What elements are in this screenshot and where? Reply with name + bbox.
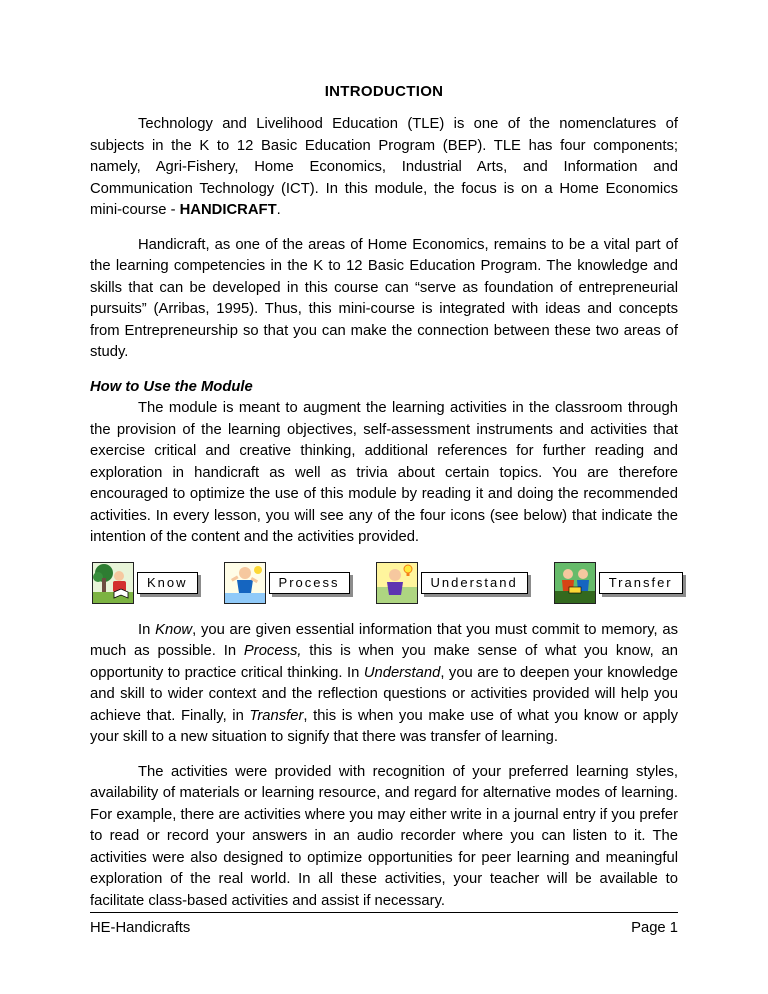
text-segment: In bbox=[138, 621, 156, 638]
text-segment: Technology and Livelihood Education (TLE) is one of the nomenclatures of subjects in the K to 12 Basic Education Program (BEP). TLE has four components; namely, Agri-Fishery, Home Economics, Industrial Arts, and Information and Communication Technology (ICT). In this module, the focus is on a Home Economics mini-course - bbox=[90, 116, 678, 218]
know-icon bbox=[92, 562, 134, 604]
how-to-use-heading: How to Use the Module bbox=[90, 378, 253, 395]
know-label: Know bbox=[137, 572, 198, 594]
handicraft-paragraph: Handicraft, as one of the areas of Home Economics, remains to be a vital part of the learning competencies in the K to 12 Basic Education Program. The knowledge and skills that can be developed in this course can “serve as foundation of entrepreneurial pursuits” (Arribas, 1995). Thus, this mini-course is integrated with ideas and concepts from Entrepreneurship so that you can make the connection between these two areas of study. bbox=[90, 236, 678, 360]
know-italic-text: Know bbox=[155, 621, 193, 638]
transfer-italic-text: Transfer bbox=[249, 707, 304, 724]
icon-legend-row bbox=[92, 562, 678, 604]
page-title: INTRODUCTION bbox=[324, 83, 444, 100]
process-label: Process bbox=[269, 572, 350, 594]
icon-group-understand bbox=[376, 562, 528, 604]
footer-document-name: HE-Handicrafts bbox=[90, 920, 191, 936]
understand-label: Understand bbox=[421, 572, 528, 594]
text-segment: this is when you make sense of what you know, an opportunity to practice critical thinking. In bbox=[90, 643, 678, 681]
process-icon bbox=[224, 562, 266, 604]
text-segment: , you are given essential information that you must commit to memory, as much as possible. In bbox=[90, 621, 679, 659]
transfer-label: Transfer bbox=[599, 572, 683, 594]
text-segment: , you are to deepen your knowledge and skill to wider context and the reflection questions or activities provided will help you achieve that. Finally, in bbox=[90, 664, 678, 724]
footer-page-number: Page 1 bbox=[631, 920, 678, 936]
intro-paragraph bbox=[90, 114, 678, 222]
module-purpose-paragraph: The module is meant to augment the learning activities in the classroom through the provision of the learning objectives, self-assessment instruments and activities that exercise critical and creative thinking, additional references for further reading and exploration in handicraft as well as trivia about certain topics. You are therefore encouraged to optimize the use of this module by reading it and doing the recommended activities. In every lesson, you will see any of the four icons (see below) that indicate the intention of the content and the activities provided. bbox=[90, 400, 678, 545]
understand-italic-text: Understand bbox=[363, 664, 441, 681]
process-italic-text: Process, bbox=[243, 643, 302, 659]
text-segment: . bbox=[276, 202, 281, 218]
understand-icon bbox=[376, 562, 418, 604]
page-footer bbox=[90, 912, 678, 936]
icons-explanation-paragraph bbox=[90, 620, 678, 749]
activities-paragraph: The activities were provided with recognition of your preferred learning styles, availability of materials or learning resource, and regard for alternative modes of learning. For example, there are activities where you may either write in a journal entry if you prefer to read or record your answers in an audio recorder where you can listen to it. The activities were also designed to optimize opportunities for peer learning and meaningful exploration of the real world. In all these activities, your teacher will be available to facilitate class-based activities and assist if necessary. bbox=[90, 763, 678, 909]
handicraft-bold-text: HANDICRAFT bbox=[179, 202, 277, 218]
transfer-icon bbox=[554, 562, 596, 604]
text-segment: , this is when you make use of what you know or apply your skill to a new situation to signify that there was transfer of learning. bbox=[90, 707, 678, 745]
icon-group-transfer bbox=[554, 562, 683, 604]
icon-group-process bbox=[224, 562, 350, 604]
icon-group-know bbox=[92, 562, 198, 604]
